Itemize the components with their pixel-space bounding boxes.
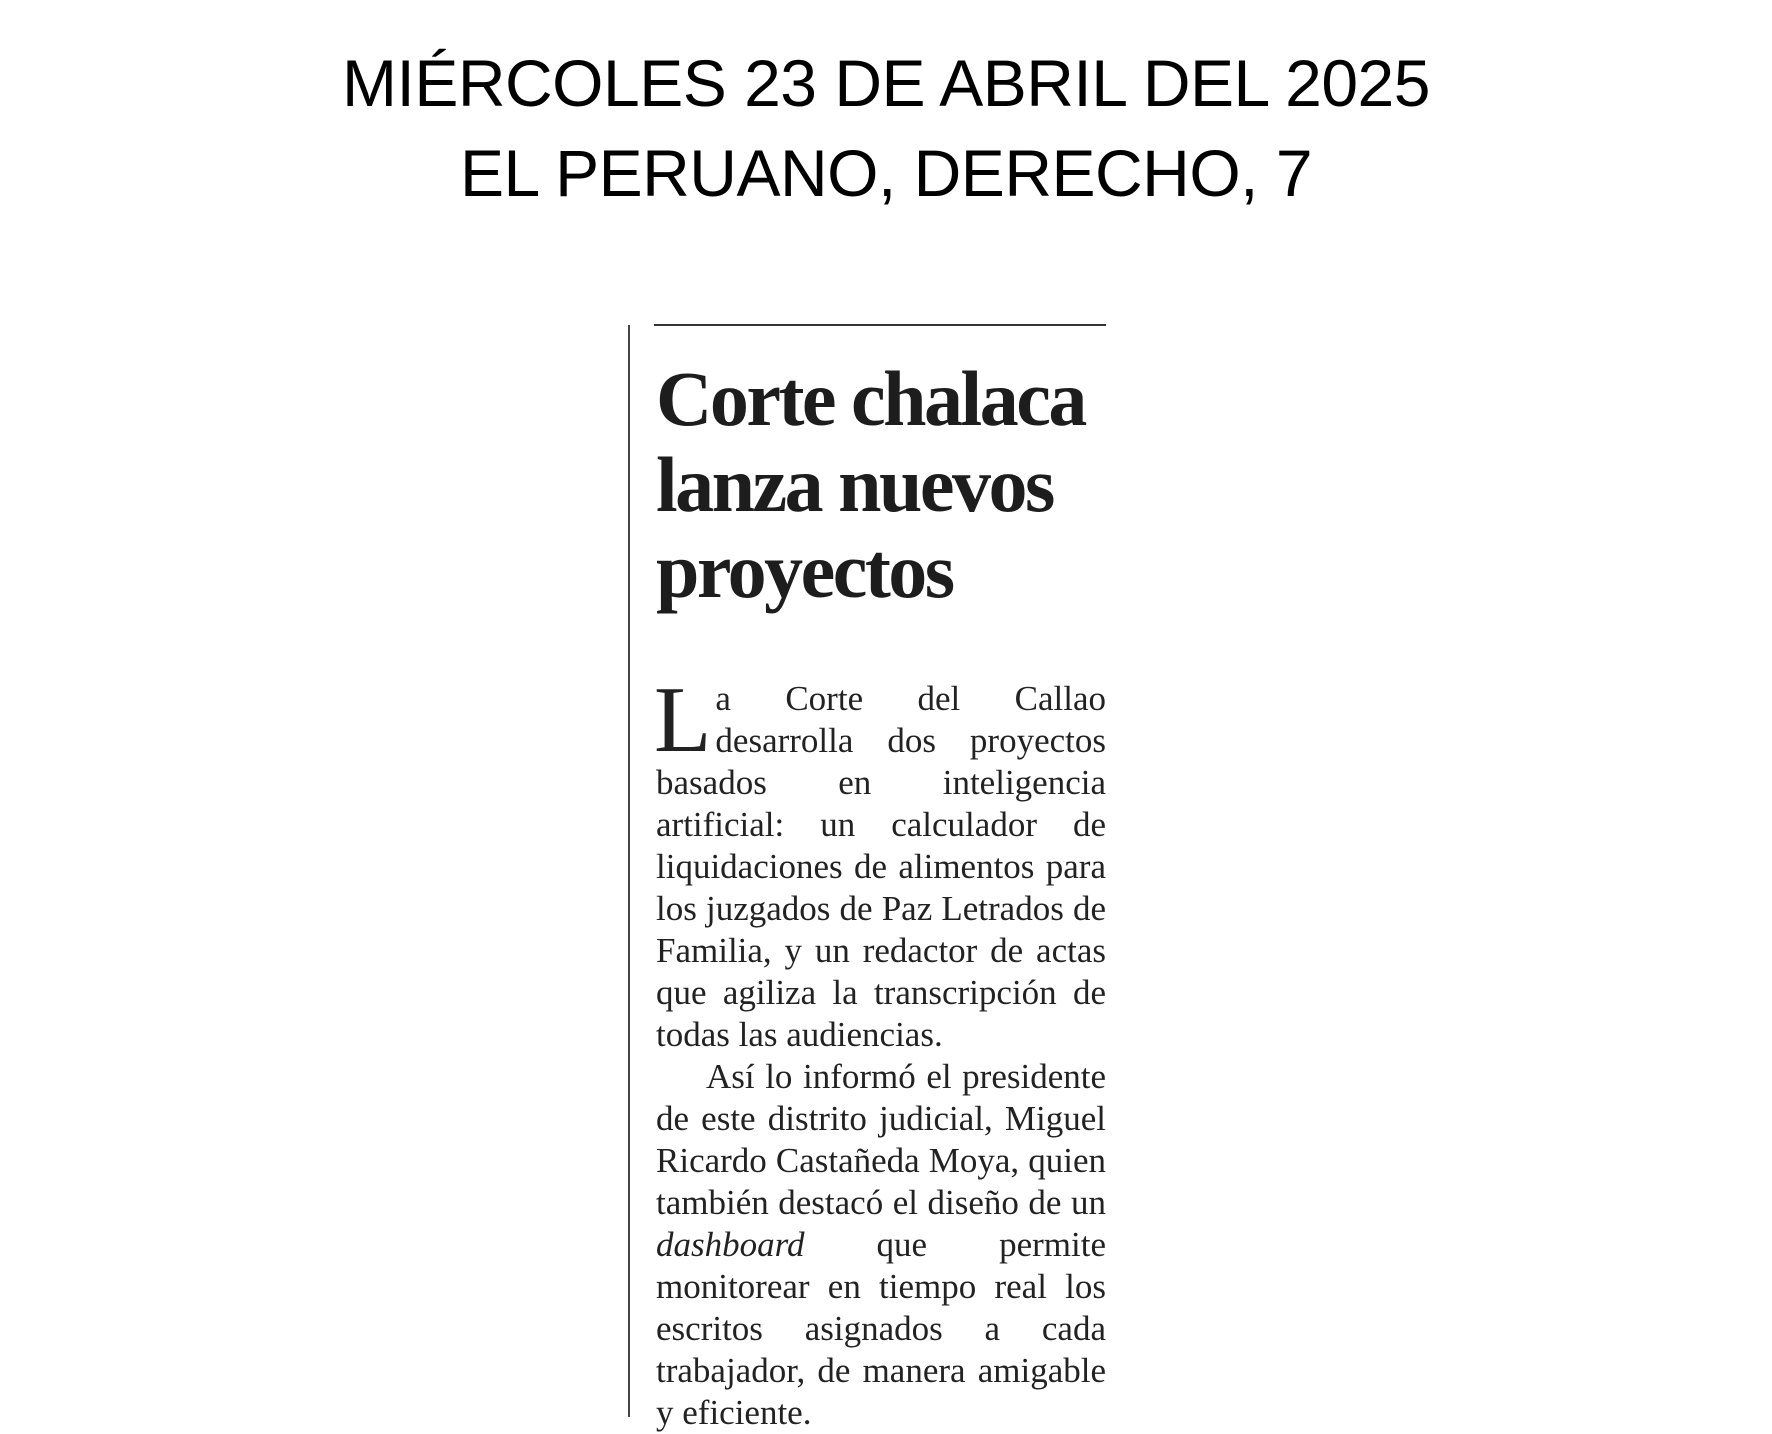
clipping-header <box>0 38 1772 218</box>
article-paragraph-1 <box>654 668 1106 1056</box>
paragraph-2-text-before: Así lo informó el presidente de este distrito judicial, Miguel Ricardo Castañeda Moya, quien también destacó el diseño de un <box>656 1057 1106 1222</box>
column-divider <box>628 325 630 1417</box>
article-paragraph-2 <box>656 1056 1106 1434</box>
paragraph-2-emphasis: dashboard <box>656 1225 805 1264</box>
paragraph-1-text: a Corte del Callao desarrolla dos proyectos basados en inteligencia artificial: un calculador de liquidaciones de alimentos para los juzgados de Paz Letrados de Familia, y un redactor de actas que agiliza la transcripción de todas las audiencias. <box>656 679 1106 1054</box>
article <box>656 356 1106 1434</box>
article-body <box>654 668 1106 1434</box>
drop-cap: L <box>654 668 712 772</box>
source-line: EL PERUANO, DERECHO, 7 <box>459 136 1313 210</box>
article-headline: Corte chalaca lanza nuevos proyectos <box>656 355 1085 614</box>
article-top-rule <box>654 324 1106 326</box>
date-line: MIÉRCOLES 23 DE ABRIL DEL 2025 <box>342 46 1430 120</box>
paragraph-2-text-after: que permite monitorear en tiempo real los escritos asignados a cada trabajador, de manera amigable y eficiente. <box>656 1225 1106 1432</box>
